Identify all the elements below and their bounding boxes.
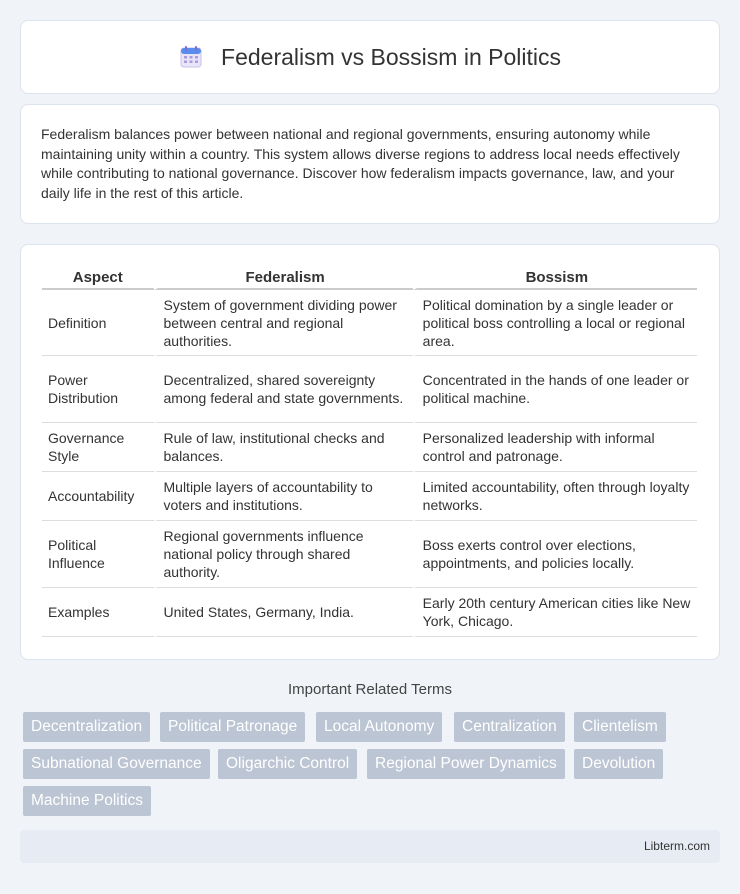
table-cell: Boss exerts control over elections, appointments, and policies locally. xyxy=(413,521,697,588)
table-cell: United States, Germany, India. xyxy=(154,588,413,637)
term-tag-clientelism[interactable]: Clientelism xyxy=(574,712,666,742)
comparison-table xyxy=(42,265,697,637)
table-cell: Decentralized, shared sovereignty among federal and state governments. xyxy=(154,356,413,423)
page-title: Federalism vs Bossism in Politics xyxy=(221,43,561,70)
table-row xyxy=(42,356,697,423)
footer-site-link[interactable]: Libterm.com xyxy=(643,839,710,853)
table-cell: Multiple layers of accountability to voters and institutions. xyxy=(154,472,413,521)
term-tag-devolution[interactable]: Devolution xyxy=(574,749,663,779)
header-card xyxy=(20,20,720,94)
table-cell: Definition xyxy=(42,290,154,356)
table-cell: Political Influence xyxy=(42,521,154,588)
term-tag-political-patronage[interactable]: Political Patronage xyxy=(160,712,305,742)
table-cell: Governance Style xyxy=(42,423,154,472)
term-tag-subnational-governance[interactable]: Subnational Governance xyxy=(23,749,210,779)
table-cell: Power Distribution xyxy=(42,356,154,423)
header-bossism: Bossism xyxy=(413,265,697,290)
table-cell: System of government dividing power between central and regional authorities. xyxy=(154,290,413,356)
table-cell: Early 20th century American cities like New York, Chicago. xyxy=(413,588,697,637)
table-cell: Political domination by a single leader or political boss controlling a local or regional area. xyxy=(413,290,697,356)
table-row xyxy=(42,588,697,637)
intro-card xyxy=(20,104,720,224)
table-row xyxy=(42,423,697,472)
term-tag-oligarchic-control[interactable]: Oligarchic Control xyxy=(218,749,357,779)
table-cell: Examples xyxy=(42,588,154,637)
table-cell: Personalized leadership with informal control and patronage. xyxy=(413,423,697,472)
table-cell: Concentrated in the hands of one leader or political machine. xyxy=(413,356,697,423)
footer xyxy=(20,830,720,863)
comparison-table-card xyxy=(20,244,720,660)
term-tag-machine-politics[interactable]: Machine Politics xyxy=(23,786,151,816)
term-tag-local-autonomy[interactable]: Local Autonomy xyxy=(316,712,442,742)
header-aspect: Aspect xyxy=(42,265,154,290)
term-tag-regional-power-dynamics[interactable]: Regional Power Dynamics xyxy=(367,749,565,779)
related-terms-title: Important Related Terms xyxy=(288,681,452,698)
table-cell: Rule of law, institutional checks and balances. xyxy=(154,423,413,472)
table-row xyxy=(42,290,697,356)
intro-text: Federalism balances power between national and regional governments, ensuring autonomy while maintaining unity within a country. This system allows diverse regions to address local needs effectively while contributing to national governance. Discover how federalism impacts governance, law, and your daily life in the rest of this article. xyxy=(41,126,680,201)
table-cell: Accountability xyxy=(42,472,154,521)
table-row xyxy=(42,521,697,588)
table-cell: Limited accountability, often through loyalty networks. xyxy=(413,472,697,521)
calendar-icon xyxy=(179,45,203,69)
table-cell: Regional governments influence national policy through shared authority. xyxy=(154,521,413,588)
table-row xyxy=(42,472,697,521)
header-federalism: Federalism xyxy=(154,265,413,290)
term-tag-centralization[interactable]: Centralization xyxy=(454,712,565,742)
term-tag-decentralization[interactable]: Decentralization xyxy=(23,712,150,742)
